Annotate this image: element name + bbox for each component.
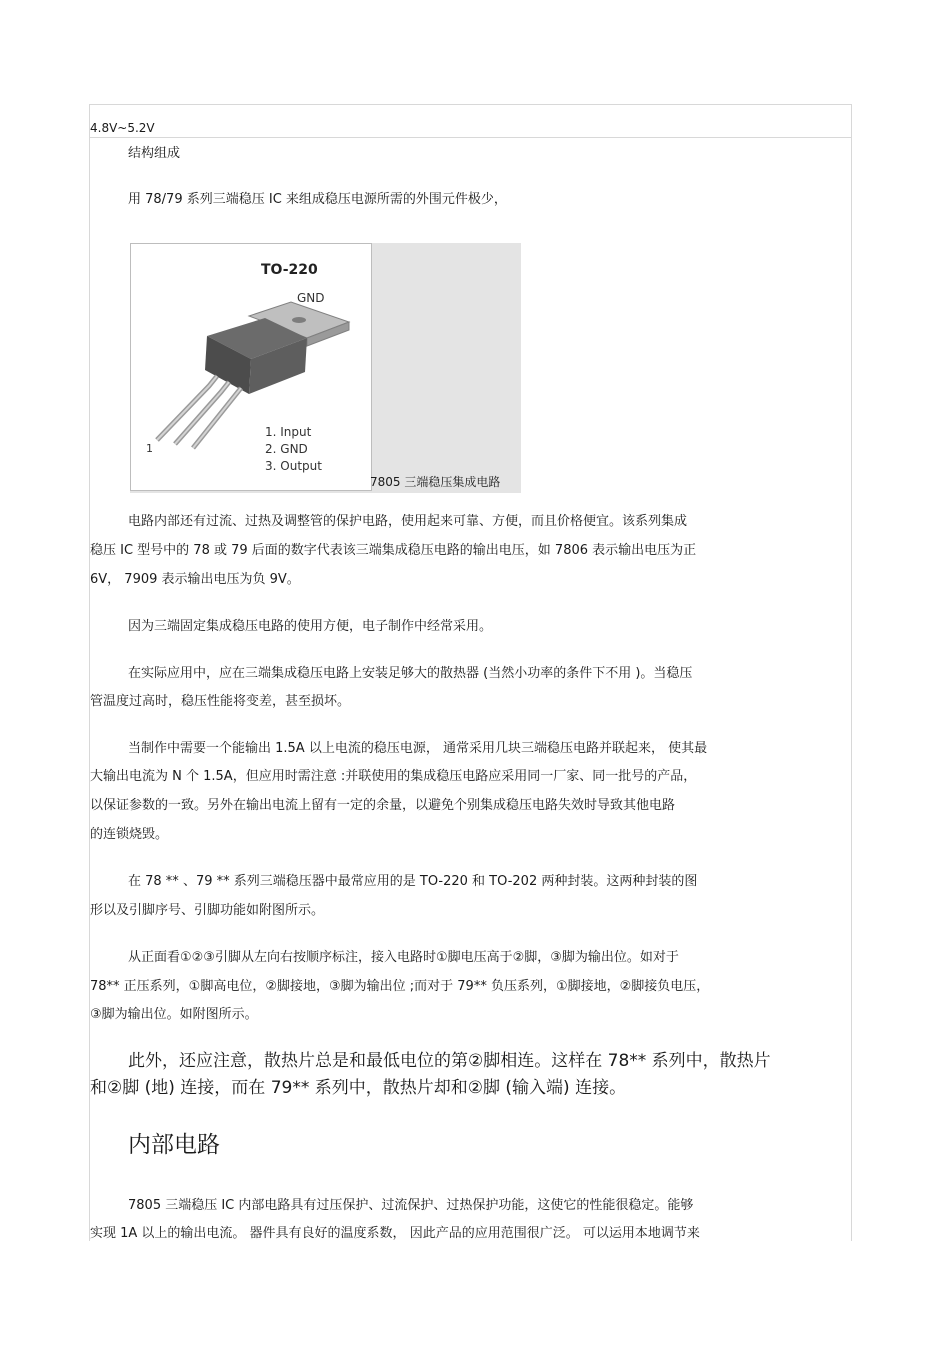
pin-label-gnd: 2. GND [265,442,308,456]
package-name-label: TO-220 [261,262,318,278]
paragraph-5-line-1: 在 78 ** 、79 ** 系列三端稳压器中最常应用的是 TO-220 和 TO-202 两种封装。这两种封装的图 [128,874,698,889]
paragraph-6-line-2: 78** 正压系列，①脚高电位，②脚接地，③脚为输出位 ;而对于 79** 负压系列，①脚接地，②脚接负电压， [90,979,710,994]
frame-right-line [851,104,852,1241]
frame-left-line [89,104,90,1241]
paragraph-7-line-1: 此外，还应注意，散热片总是和最低电位的第②脚相连。这样在 78** 系列中，散热片 [128,1051,771,1071]
paragraph-5-line-2: 形以及引脚序号、引脚功能如附图所示。 [90,903,325,918]
section-heading-internal-circuit: 内部电路 [128,1132,220,1158]
paragraph-3-line-1: 在实际应用中，应在三端集成稳压电路上安装足够大的散热器 (当然小功率的条件下不用 )。当稳压 [128,666,693,681]
to220-package-icon [131,244,371,490]
figure-caption: 7805 三端稳压集成电路 [370,475,501,489]
paragraph-3-line-2: 管温度过高时，稳压性能将变差，甚至损坏。 [90,694,351,709]
paragraph-1-line-3: 6V， 7909 表示输出电压为负 9V。 [90,572,300,587]
paragraph-6-line-3: ③脚为输出位。如附图所示。 [90,1007,258,1022]
to220-diagram [130,243,372,491]
paragraph-1-line-1: 电路内部还有过流、过热及调整管的保护电路，使用起来可靠、方便，而且价格便宜。该系列集成 [128,514,688,529]
paragraph-7-line-2: 和②脚 (地) 连接，而在 79** 系列中，散热片却和②脚 (输入端) 连接。 [90,1078,627,1098]
intro-text: 用 78/79 系列三端稳压 IC 来组成稳压电源所需的外围元件极少， [128,192,507,207]
paragraph-4-line-4: 的连锁烧毁。 [90,827,169,842]
frame-row-line [89,137,852,138]
paragraph-4-line-1: 当制作中需要一个能输出 1.5A 以上电流的稳压电源， 通常采用几块三端稳压电路并联起来， 使其最 [128,741,708,756]
paragraph-6-line-1: 从正面看①②③引脚从左向右按顺序标注，接入电路时①脚电压高于②脚，③脚为输出位。如对于 [128,950,679,965]
paragraph-8-line-2: 实现 1A 以上的输出电流。 器件具有良好的温度系数， 因此产品的应用范围很广泛。 可以运用本地调节来 [90,1226,700,1241]
paragraph-8-line-1: 7805 三端稳压 IC 内部电路具有过压保护、过流保护、过热保护功能，这使它的性能很稳定。能够 [128,1198,694,1213]
pin1-marker: 1 [146,442,153,455]
pin-label-output: 3. Output [265,459,322,473]
paragraph-2: 因为三端固定集成稳压电路的使用方便，电子制作中经常采用。 [128,619,493,634]
voltage-range-text: 4.8V~5.2V [90,121,155,135]
paragraph-4-line-2: 大输出电流为 N 个 1.5A，但应用时需注意 :并联使用的集成稳压电路应采用同一厂家、同一批号的产品， [90,769,697,784]
frame-top-line [89,104,852,105]
section-title: 结构组成 [128,146,181,161]
paragraph-1-line-2: 稳压 IC 型号中的 78 或 79 后面的数字代表该三端集成稳压电路的输出电压，如 7806 表示输出电压为正 [90,543,697,558]
pin-label-input: 1. Input [265,425,312,439]
gnd-label: GND [297,291,325,305]
to220-figure [130,243,521,493]
paragraph-4-line-3: 以保证参数的一致。另外在输出电流上留有一定的余量，以避免个别集成稳压电路失效时导致其他电路 [90,798,676,813]
